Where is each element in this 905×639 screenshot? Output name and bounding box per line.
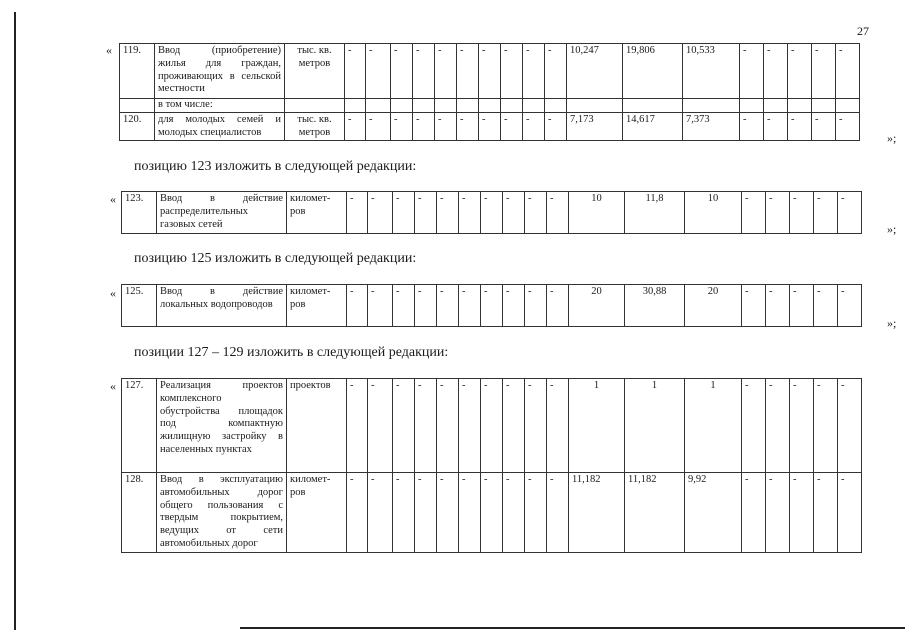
table-row-127 [122, 379, 862, 473]
dash-cell: - [742, 192, 766, 234]
table-rows-127-128 [121, 378, 862, 553]
row-name: Ввод в действие локальных водопроводов [157, 285, 287, 327]
table-row-125 [122, 285, 862, 327]
dash-cell: - [547, 192, 569, 234]
empty-cell [812, 99, 836, 113]
empty-cell [523, 99, 545, 113]
value-cell: 9,92 [685, 473, 742, 553]
empty-cell [120, 99, 155, 113]
dash-cell: - [345, 112, 366, 141]
dash-cell: - [814, 473, 838, 553]
paragraph-item-125: позицию 125 изложить в следующей редакции: [134, 251, 417, 266]
row-number: 120. [120, 112, 155, 141]
dash-cell: - [788, 44, 812, 99]
dash-cell: - [391, 44, 413, 99]
dash-cell: - [437, 379, 459, 473]
subheading-text: в том числе: [155, 99, 285, 113]
dash-cell: - [435, 112, 457, 141]
dash-cell: - [393, 192, 415, 234]
table-row-120 [120, 112, 860, 141]
dash-cell: - [415, 379, 437, 473]
dash-cell: - [503, 473, 525, 553]
value-cell: 20 [685, 285, 742, 327]
dash-cell: - [437, 192, 459, 234]
dash-cell: - [790, 192, 814, 234]
value-cell: 1 [685, 379, 742, 473]
dash-cell: - [742, 379, 766, 473]
dash-cell: - [459, 379, 481, 473]
empty-cell [567, 99, 623, 113]
table-row-125-block [121, 284, 862, 327]
table-row-123-block [121, 191, 862, 234]
empty-cell [345, 99, 366, 113]
dash-cell: - [391, 112, 413, 141]
dash-cell: - [415, 473, 437, 553]
dash-cell: - [368, 192, 393, 234]
dash-cell: - [764, 44, 788, 99]
dash-cell: - [413, 44, 435, 99]
empty-cell [479, 99, 501, 113]
row-name: Ввод (приобретение) жилья для граждан, проживающих в сельской местности [155, 44, 285, 99]
dash-cell: - [740, 112, 764, 141]
value-cell: 1 [569, 379, 625, 473]
value-cell: 1 [625, 379, 685, 473]
dash-cell: - [523, 112, 545, 141]
paragraph-item-123: позицию 123 изложить в следующей редакции: [134, 159, 417, 174]
row-number: 123. [122, 192, 157, 234]
empty-cell [623, 99, 683, 113]
row-unit: километ-ров [287, 285, 347, 327]
dash-cell: - [413, 112, 435, 141]
dash-cell: - [347, 285, 368, 327]
dash-cell: - [457, 112, 479, 141]
value-cell: 11,8 [625, 192, 685, 234]
dash-cell: - [812, 112, 836, 141]
dash-cell: - [459, 285, 481, 327]
dash-cell: - [742, 285, 766, 327]
dash-cell: - [838, 192, 862, 234]
empty-cell [683, 99, 740, 113]
row-number: 125. [122, 285, 157, 327]
dash-cell: - [368, 285, 393, 327]
dash-cell: - [393, 285, 415, 327]
dash-cell: - [525, 192, 547, 234]
close-mark: »; [887, 316, 897, 330]
dash-cell: - [347, 192, 368, 234]
value-cell: 11,182 [625, 473, 685, 553]
dash-cell: - [838, 285, 862, 327]
row-unit: километ-ров [287, 473, 347, 553]
dash-cell: - [347, 473, 368, 553]
dash-cell: - [764, 112, 788, 141]
dash-cell: - [766, 192, 790, 234]
dash-cell: - [435, 44, 457, 99]
dash-cell: - [547, 379, 569, 473]
dash-cell: - [523, 44, 545, 99]
dash-cell: - [545, 44, 567, 99]
dash-cell: - [836, 112, 860, 141]
dash-cell: - [501, 112, 523, 141]
value-cell: 10,533 [683, 44, 740, 99]
dash-cell: - [479, 112, 501, 141]
empty-cell [391, 99, 413, 113]
empty-cell [457, 99, 479, 113]
dash-cell: - [347, 379, 368, 473]
empty-cell [764, 99, 788, 113]
row-unit: километ-ров [287, 192, 347, 234]
dash-cell: - [368, 473, 393, 553]
table-row-128 [122, 473, 862, 553]
value-cell: 19,806 [623, 44, 683, 99]
dash-cell: - [366, 112, 391, 141]
dash-cell: - [437, 473, 459, 553]
dash-cell: - [547, 473, 569, 553]
dash-cell: - [790, 473, 814, 553]
empty-cell [366, 99, 391, 113]
left-margin-line [14, 12, 16, 630]
dash-cell: - [525, 285, 547, 327]
dash-cell: - [503, 192, 525, 234]
row-number: 119. [120, 44, 155, 99]
dash-cell: - [740, 44, 764, 99]
row-unit: тыс. кв. метров [285, 44, 345, 99]
dash-cell: - [393, 379, 415, 473]
dash-cell: - [766, 473, 790, 553]
dash-cell: - [481, 473, 503, 553]
dash-cell: - [415, 285, 437, 327]
dash-cell: - [503, 379, 525, 473]
value-cell: 20 [569, 285, 625, 327]
dash-cell: - [368, 379, 393, 473]
empty-cell [501, 99, 523, 113]
dash-cell: - [525, 379, 547, 473]
dash-cell: - [366, 44, 391, 99]
value-cell: 7,373 [683, 112, 740, 141]
row-name: Реализация проектов комплексного обустройства площадок под компактную жилищную застройку в населенных пунктах [157, 379, 287, 473]
value-cell: 30,88 [625, 285, 685, 327]
page-number: 27 [857, 24, 869, 38]
dash-cell: - [481, 379, 503, 473]
dash-cell: - [766, 285, 790, 327]
open-quote: « [110, 379, 116, 393]
dash-cell: - [415, 192, 437, 234]
dash-cell: - [437, 285, 459, 327]
dash-cell: - [481, 285, 503, 327]
dash-cell: - [481, 192, 503, 234]
open-quote: « [106, 43, 112, 57]
dash-cell: - [814, 379, 838, 473]
dash-cell: - [790, 285, 814, 327]
value-cell: 10 [569, 192, 625, 234]
dash-cell: - [788, 112, 812, 141]
table-row-119 [120, 44, 860, 99]
empty-cell [836, 99, 860, 113]
close-mark: »; [887, 222, 897, 236]
table-rows-119-120 [119, 43, 860, 141]
empty-cell [788, 99, 812, 113]
dash-cell: - [766, 379, 790, 473]
row-number: 128. [122, 473, 157, 553]
table-row-123 [122, 192, 862, 234]
dash-cell: - [457, 44, 479, 99]
dash-cell: - [503, 285, 525, 327]
empty-cell [545, 99, 567, 113]
empty-cell [740, 99, 764, 113]
empty-cell [413, 99, 435, 113]
dash-cell: - [547, 285, 569, 327]
close-mark: »; [887, 131, 897, 145]
dash-cell: - [812, 44, 836, 99]
open-quote: « [110, 192, 116, 206]
row-name: Ввод в эксплуатацию автомобильных дорог общего пользования с твердым покрытием, ведущих от сети автомобильных дорог [157, 473, 287, 553]
dash-cell: - [479, 44, 501, 99]
dash-cell: - [742, 473, 766, 553]
value-cell: 11,182 [569, 473, 625, 553]
dash-cell: - [525, 473, 547, 553]
row-unit: проектов [287, 379, 347, 473]
empty-cell [435, 99, 457, 113]
dash-cell: - [459, 192, 481, 234]
value-cell: 14,617 [623, 112, 683, 141]
value-cell: 7,173 [567, 112, 623, 141]
dash-cell: - [345, 44, 366, 99]
paragraph-items-127-129: позиции 127 – 129 изложить в следующей редакции: [134, 345, 449, 360]
row-number: 127. [122, 379, 157, 473]
dash-cell: - [393, 473, 415, 553]
dash-cell: - [459, 473, 481, 553]
dash-cell: - [836, 44, 860, 99]
value-cell: 10 [685, 192, 742, 234]
row-name: для молодых семей и молодых специалистов [155, 112, 285, 141]
row-name: Ввод в действие распределительных газовых сетей [157, 192, 287, 234]
empty-cell [285, 99, 345, 113]
table-row-subheading [120, 99, 860, 113]
dash-cell: - [814, 285, 838, 327]
open-quote: « [110, 286, 116, 300]
dash-cell: - [790, 379, 814, 473]
bottom-rule-line [240, 627, 905, 629]
row-unit: тыс. кв. метров [285, 112, 345, 141]
value-cell: 10,247 [567, 44, 623, 99]
dash-cell: - [545, 112, 567, 141]
dash-cell: - [838, 379, 862, 473]
dash-cell: - [838, 473, 862, 553]
dash-cell: - [814, 192, 838, 234]
dash-cell: - [501, 44, 523, 99]
